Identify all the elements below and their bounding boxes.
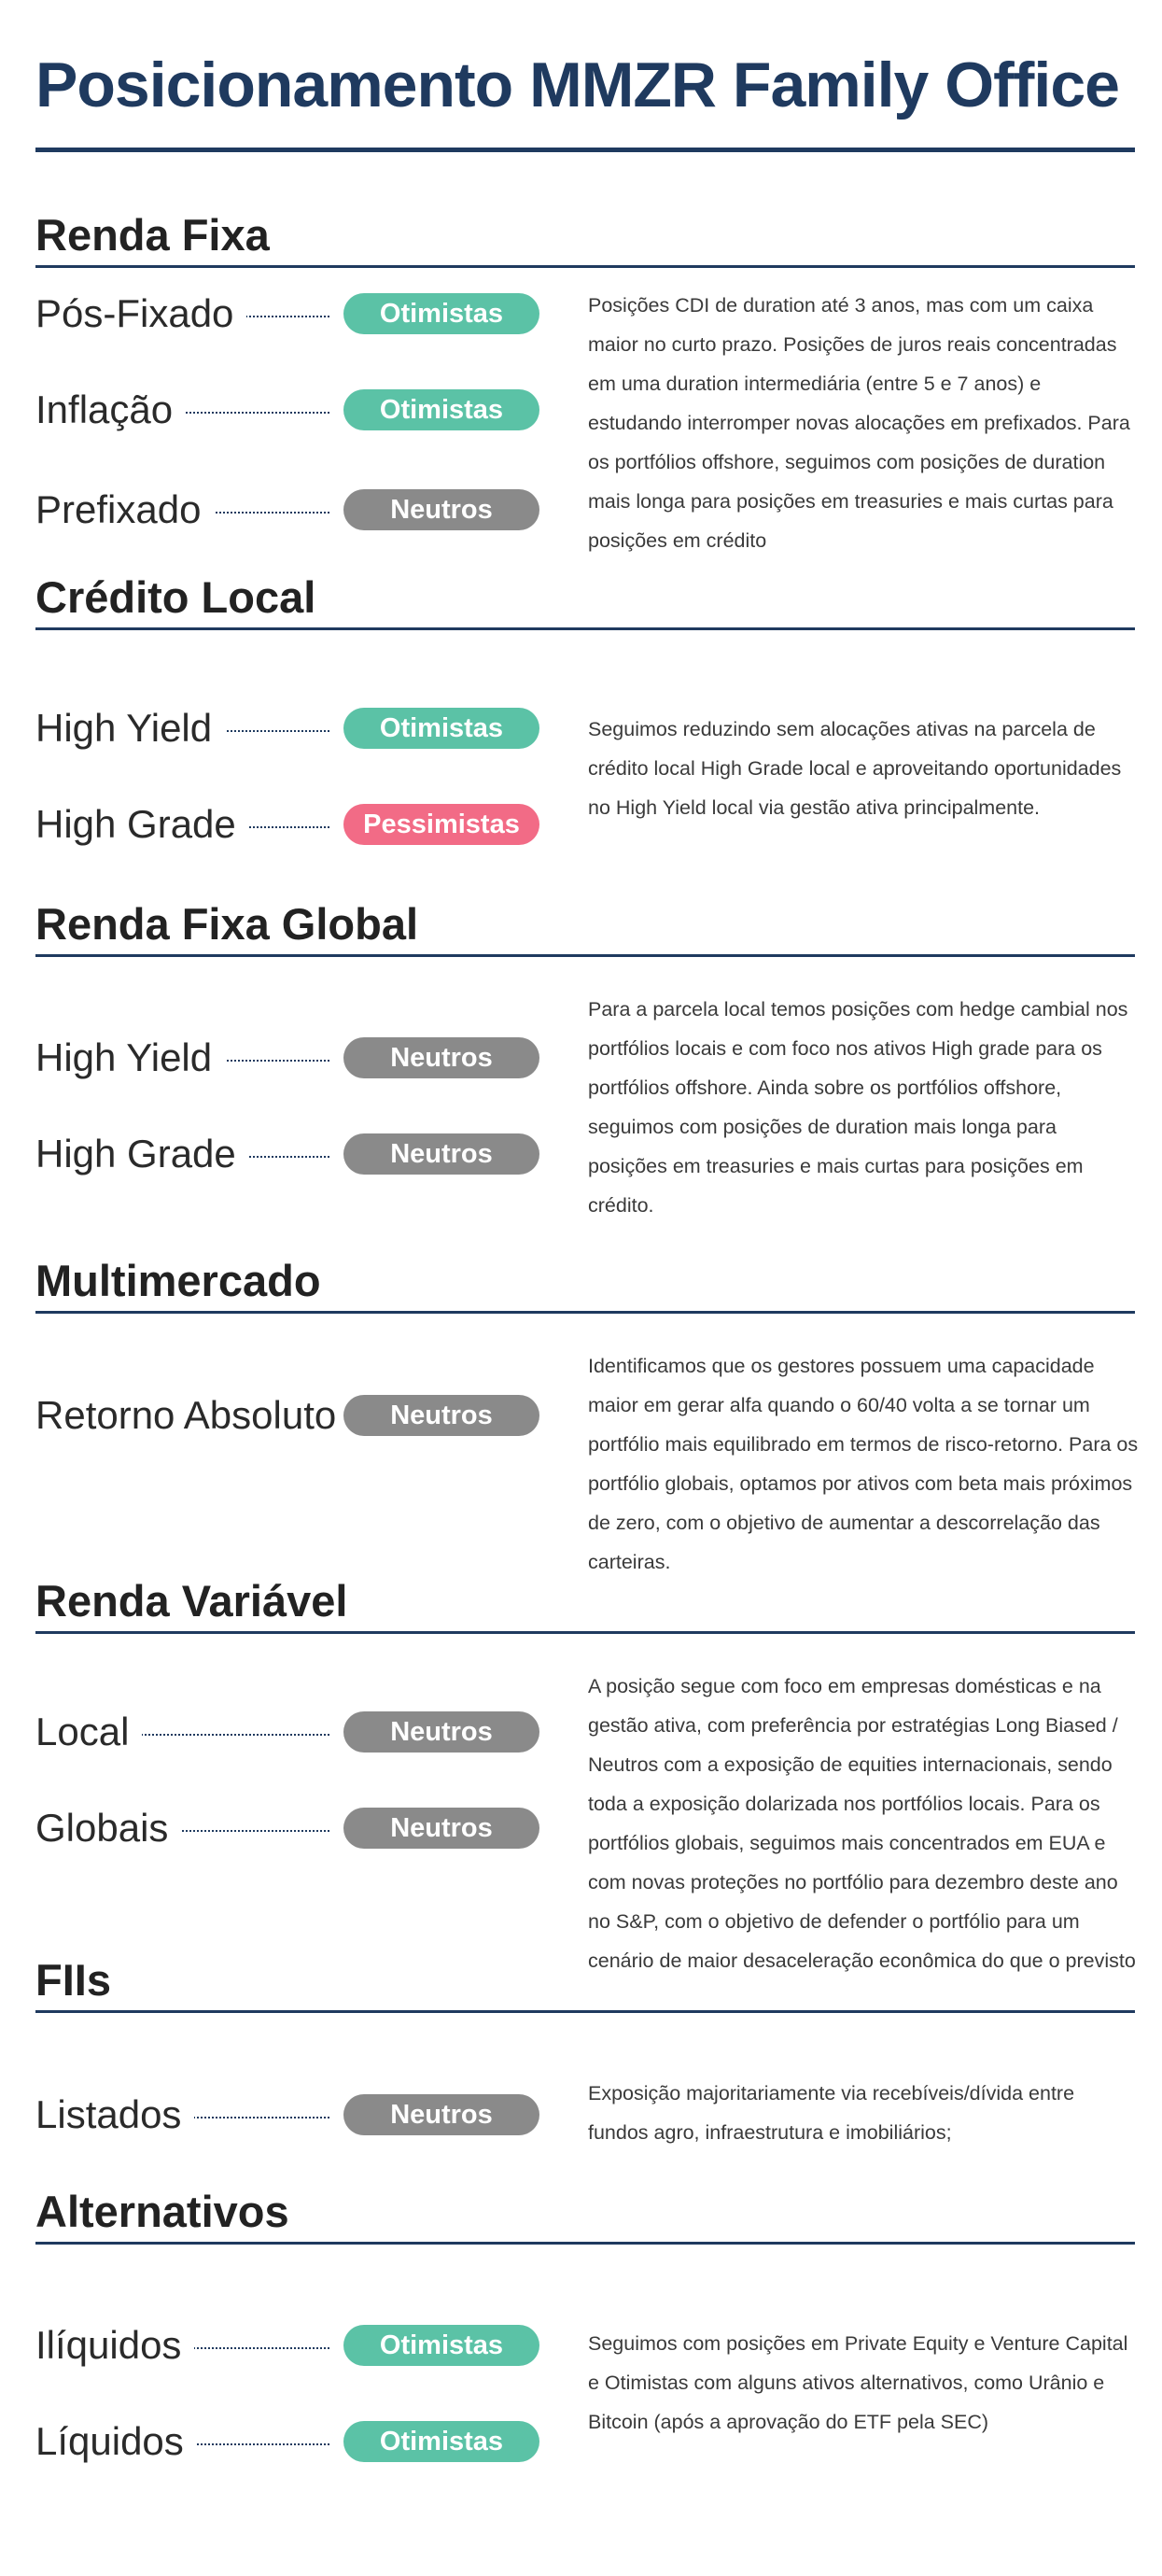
- asset-label: High Yield: [35, 704, 225, 753]
- status-badge: Otimistas: [343, 389, 539, 430]
- section-header: [35, 1573, 1135, 1634]
- asset-label: Listados: [35, 2090, 194, 2139]
- section-title: Crédito Local: [35, 572, 316, 622]
- asset-row: [35, 1034, 539, 1082]
- section-title: Multimercado: [35, 1256, 321, 1305]
- section-0: [35, 207, 1135, 599]
- title-divider: [35, 148, 1135, 152]
- asset-label: Globais: [35, 1804, 181, 1852]
- asset-row: [35, 2321, 539, 2370]
- section-title: Renda Fixa: [35, 210, 270, 260]
- asset-label: Inflação: [35, 386, 186, 434]
- asset-label: High Grade: [35, 1130, 249, 1178]
- asset-row: [35, 2417, 539, 2466]
- asset-label: Líquidos: [35, 2417, 197, 2466]
- section-2: [35, 896, 1135, 1288]
- asset-row: [35, 1804, 539, 1852]
- section-description: Identificamos que os gestores possuem uma capacidade maior em gerar alfa quando o 60/40 volta a se tornar um portfólio mais equilibrado em termos de risco-retorno. Para os portfólio globais, optamos por ativos com beta mais próximos de zero, com o objetivo de aumentar a descorrelação das carteiras.: [588, 1355, 1139, 1573]
- asset-label: Ilíquidos: [35, 2321, 194, 2370]
- status-badge: Otimistas: [343, 2421, 539, 2462]
- section-description: Seguimos reduzindo sem alocações ativas na parcela de crédito local High Grade local e aproveitando oportunidades no High Yield local via gestão ativa principalmente.: [588, 718, 1122, 819]
- asset-label: Prefixado: [35, 486, 214, 534]
- section-description: Exposição majoritariamente via recebíveis/dívida entre fundos agro, infraestrutura e imobiliários;: [588, 2082, 1075, 2144]
- asset-row: [35, 1130, 539, 1178]
- section-header: [35, 570, 1135, 630]
- asset-row: [35, 1391, 539, 1440]
- asset-label: Local: [35, 1708, 142, 1756]
- status-badge: Neutros: [343, 489, 539, 530]
- section-6: [35, 2184, 1135, 2576]
- section-header: [35, 896, 1135, 957]
- status-badge: Pessimistas: [343, 804, 539, 845]
- asset-label: High Grade: [35, 800, 249, 849]
- section-title: Alternativos: [35, 2187, 289, 2236]
- section-title: Renda Fixa Global: [35, 899, 419, 949]
- status-badge: Otimistas: [343, 2325, 539, 2366]
- section-4: [35, 1573, 1136, 1972]
- status-badge: Otimistas: [343, 293, 539, 334]
- asset-row: [35, 800, 539, 849]
- status-badge: Neutros: [343, 1808, 539, 1849]
- section-header: [35, 1952, 1135, 2013]
- section-title: Renda Variável: [35, 1576, 348, 1626]
- section-description: Posições CDI de duration até 3 anos, mas com um caixa maior no curto prazo. Posições de juros reais concentradas em uma duration intermediária (entre 5 e 7 anos) e estudando interromper novas alocações em prefixados. Para os portfólios offshore, seguimos com posições de duration mais longa para posições em treasuries e mais curtas para posições em crédito: [588, 294, 1130, 552]
- page-title: Posicionamento MMZR Family Office: [35, 49, 1119, 120]
- status-badge: Neutros: [343, 1037, 539, 1078]
- status-badge: Neutros: [343, 2094, 539, 2135]
- asset-row: [35, 704, 539, 753]
- asset-row: [35, 486, 539, 534]
- section-title: FIIs: [35, 1955, 111, 2005]
- section-description: Seguimos com posições em Private Equity e Venture Capital e Otimistas com alguns ativos alternativos, como Urânio e Bitcoin (após a aprovação do ETF pela SEC): [588, 2332, 1128, 2433]
- status-badge: Neutros: [343, 1395, 539, 1436]
- asset-row: [35, 386, 539, 434]
- section-description: Para a parcela local temos posições com hedge cambial nos portfólios locais e com foco nos ativos High grade para os portfólios offshore. Ainda sobre os portfólios offshore, seguimos com posições de duration mais longa para posições em treasuries e mais curtas para posições em crédito.: [588, 998, 1128, 1217]
- section-header: [35, 1253, 1135, 1314]
- asset-label: Retorno Absoluto: [35, 1391, 349, 1440]
- status-badge: Neutros: [343, 1711, 539, 1753]
- asset-row: [35, 289, 539, 338]
- asset-label: Pós-Fixado: [35, 289, 246, 338]
- status-badge: Otimistas: [343, 708, 539, 749]
- asset-label: High Yield: [35, 1034, 225, 1082]
- asset-row: [35, 2090, 539, 2139]
- asset-row: [35, 1708, 539, 1756]
- status-badge: Neutros: [343, 1133, 539, 1175]
- section-header: [35, 2184, 1135, 2245]
- section-header: [35, 207, 1135, 268]
- section-description: A posição segue com foco em empresas domésticas e na gestão ativa, com preferência por estratégias Long Biased / Neutros com a exposição de equities internacionais, sendo toda a exposição dolarizada nos portfólios locais. Para os portfólios globais, seguimos mais concentrados em EUA e com novas proteções no portfólio para dezembro deste ano no S&P, com o objetivo de defender o portfólio para um cenário de maior desaceleração econômica do que o previsto: [588, 1675, 1136, 1972]
